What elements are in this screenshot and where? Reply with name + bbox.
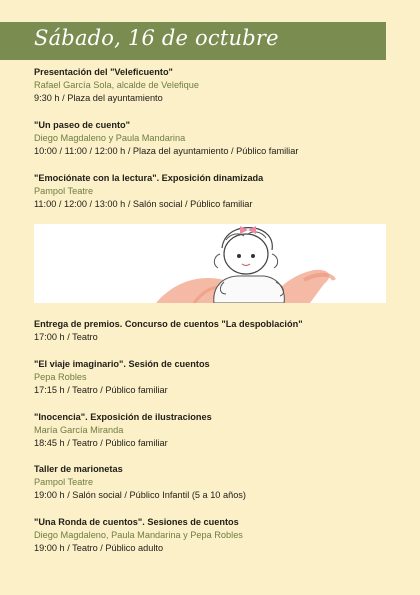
event-marionetas <box>34 463 394 502</box>
event-schedule: 9:30 h / Plaza del ayuntamiento <box>34 93 163 103</box>
event-title: Presentación del "Veleficuento" <box>34 67 173 77</box>
event-paseo <box>34 119 394 158</box>
event-title: "Una Ronda de cuentos". Sesiones de cuentos <box>34 517 239 527</box>
event-schedule: 19:00 h / Salón social / Público Infantil (5 a 10 años) <box>34 490 246 500</box>
event-presentacion <box>34 66 394 105</box>
page-title: Sábado, 16 de octubre <box>34 26 279 50</box>
event-host: Diego Magdaleno, Paula Mandarina y Pepa Robles <box>34 530 243 540</box>
event-schedule: 17:15 h / Teatro / Público familiar <box>34 385 168 395</box>
child-illustration <box>34 224 386 303</box>
event-ronda <box>34 516 394 555</box>
event-inocencia <box>34 411 394 450</box>
event-host: Diego Magdaleno y Paula Mandarina <box>34 133 186 143</box>
illustration-banner <box>34 224 386 303</box>
event-host: Pampol Teatre <box>34 477 94 487</box>
event-emocionate <box>34 172 394 211</box>
event-schedule: 19:00 h / Teatro / Público adulto <box>34 543 164 553</box>
event-schedule: 10:00 / 11:00 / 12:00 h / Plaza del ayuntamiento / Público familiar <box>34 146 299 156</box>
event-title: "El viaje imaginario". Sesión de cuentos <box>34 359 210 369</box>
event-host: Rafael García Sola, alcalde de Velefique <box>34 80 199 90</box>
event-title: "Inocencia". Exposición de ilustraciones <box>34 412 212 422</box>
event-host: Pepa Robles <box>34 372 87 382</box>
event-schedule: 18:45 h / Teatro / Público familiar <box>34 438 168 448</box>
event-schedule: 17:00 h / Teatro <box>34 332 98 342</box>
event-host: María García Miranda <box>34 425 124 435</box>
event-title: Entrega de premios. Concurso de cuentos "La despoblación" <box>34 319 303 329</box>
event-viaje <box>34 358 394 397</box>
event-host: Pampol Teatre <box>34 186 94 196</box>
event-title: Taller de marionetas <box>34 464 123 474</box>
event-title: "Un paseo de cuento" <box>34 120 131 130</box>
event-premios <box>34 318 394 344</box>
event-schedule: 11:00 / 12:00 / 13:00 h / Salón social / Público familiar <box>34 199 253 209</box>
event-title: "Emociónate con la lectura". Exposición dinamizada <box>34 173 264 183</box>
